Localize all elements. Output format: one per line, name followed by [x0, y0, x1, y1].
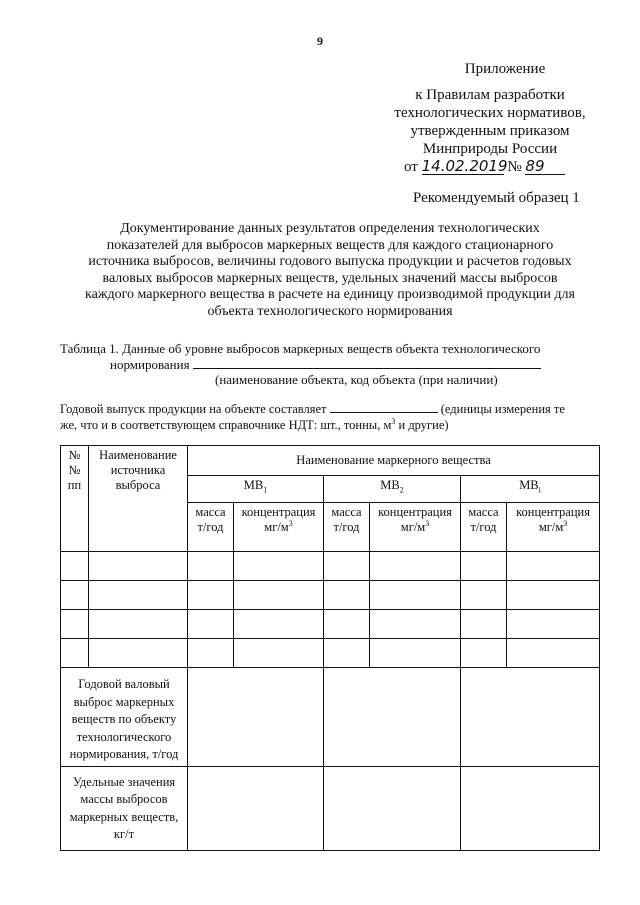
empty-cell — [61, 552, 89, 581]
title-line: валовых выбросов маркерных веществ, удельных значений массы выбросов — [102, 270, 558, 286]
header-substance: Наименование маркерного вещества — [188, 446, 600, 476]
empty-cell — [461, 668, 600, 767]
appendix-line: Минприроды России — [422, 141, 558, 157]
empty-cell — [324, 581, 370, 610]
table-row-specific — [61, 766, 600, 850]
empty-cell — [234, 639, 324, 668]
empty-cell — [234, 581, 324, 610]
header-number: № № пп — [61, 446, 89, 552]
table-row — [61, 581, 600, 610]
empty-cell — [89, 639, 188, 668]
output-units-end: и другие) — [395, 418, 449, 432]
superscript: 3 — [391, 416, 396, 426]
caption-word: нормирования — [110, 357, 190, 372]
empty-cell — [188, 610, 234, 639]
empty-cell — [188, 581, 234, 610]
header-mass: масса т/год — [188, 503, 234, 552]
appendix-line: к Правилам разработки — [415, 87, 565, 103]
empty-cell — [89, 552, 188, 581]
header-row — [61, 446, 600, 476]
empty-cell — [507, 639, 600, 668]
header-mb2: $МВ_2$ — [324, 476, 461, 503]
empty-cell — [89, 610, 188, 639]
empty-cell — [234, 610, 324, 639]
empty-cell — [234, 552, 324, 581]
empty-cell — [324, 639, 370, 668]
specific-emission-label: Удельные значения массы выбросов маркерных веществ, кг/т — [61, 766, 188, 850]
empty-cell — [324, 766, 461, 850]
order-date: 14.02.2019 — [421, 157, 508, 175]
date-prefix: от — [404, 159, 418, 175]
object-name-hint: (наименование объекта, код объекта (при наличии) — [215, 372, 498, 387]
order-date-line — [360, 158, 620, 176]
appendix-block — [360, 60, 620, 176]
appendix-line: утвержденным приказом — [410, 123, 570, 139]
table-row-gross — [61, 668, 600, 767]
empty-cell — [507, 610, 600, 639]
table-row — [61, 639, 600, 668]
empty-cell — [188, 639, 234, 668]
empty-cell — [370, 552, 461, 581]
annual-output-text — [60, 401, 600, 433]
document-title — [70, 221, 590, 320]
table-row — [61, 552, 600, 581]
header-concentration: концентрация $мг/м^3$ — [507, 503, 600, 552]
gross-emission-label: Годовой валовый выброс маркерных веществ по объекту технологического нормирования, т/год — [61, 668, 188, 767]
object-name-blank — [193, 368, 541, 369]
table-caption-cont — [110, 357, 541, 373]
empty-cell — [461, 552, 507, 581]
output-text: Годовой выпуск продукции на объекте составляет — [60, 402, 327, 416]
empty-cell — [324, 552, 370, 581]
empty-cell — [188, 766, 324, 850]
header-concentration: концентрация $мг/м^3$ — [234, 503, 324, 552]
title-line: показателей для выбросов маркерных веществ для каждого стационарного — [106, 237, 554, 253]
title-line: объекта технологического нормирования — [207, 303, 453, 319]
empty-cell — [507, 552, 600, 581]
header-mass: масса т/год — [461, 503, 507, 552]
empty-cell — [324, 610, 370, 639]
empty-cell — [89, 581, 188, 610]
header-mb1: $МВ_1$ — [188, 476, 324, 503]
emissions-table — [60, 445, 600, 851]
empty-cell — [370, 610, 461, 639]
title-line: Документирование данных результатов определения технологических — [120, 221, 540, 236]
page-number: 9 — [317, 34, 323, 48]
empty-cell — [61, 581, 89, 610]
empty-cell — [188, 552, 234, 581]
title-line: источника выбросов, величины годового выпуска продукции и расчетов годовых — [88, 254, 572, 269]
empty-cell — [507, 581, 600, 610]
empty-cell — [370, 639, 461, 668]
appendix-title: Приложение — [464, 61, 546, 77]
empty-cell — [461, 639, 507, 668]
empty-cell — [61, 639, 89, 668]
header-mass: масса т/год — [324, 503, 370, 552]
header-source: Наименование источника выброса — [89, 446, 188, 552]
header-concentration: концентрация $мг/м^3$ — [370, 503, 461, 552]
output-blank — [330, 412, 438, 413]
empty-cell — [61, 610, 89, 639]
table-caption: Таблица 1. Данные об уровне выбросов маркерных веществ объекта технологического — [60, 341, 541, 356]
empty-cell — [461, 766, 600, 850]
empty-cell — [188, 668, 324, 767]
empty-cell — [370, 581, 461, 610]
number-prefix: № — [507, 159, 522, 175]
order-number: 89 — [525, 159, 565, 175]
empty-cell — [461, 581, 507, 610]
sample-label: Рекомендуемый образец 1 — [413, 190, 580, 206]
output-units-cont: же, что и в соответствующем справочнике НДТ: шт., тонны, м — [60, 418, 392, 432]
empty-cell — [324, 668, 461, 767]
empty-cell — [461, 610, 507, 639]
header-mbi: $МВ_i$ — [461, 476, 600, 503]
title-line: каждого маркерного вещества в расчете на единицу производимой продукции для — [85, 287, 575, 302]
output-units: (единицы измерения те — [440, 402, 565, 416]
appendix-line: технологических нормативов, — [394, 105, 586, 121]
table-row — [61, 610, 600, 639]
